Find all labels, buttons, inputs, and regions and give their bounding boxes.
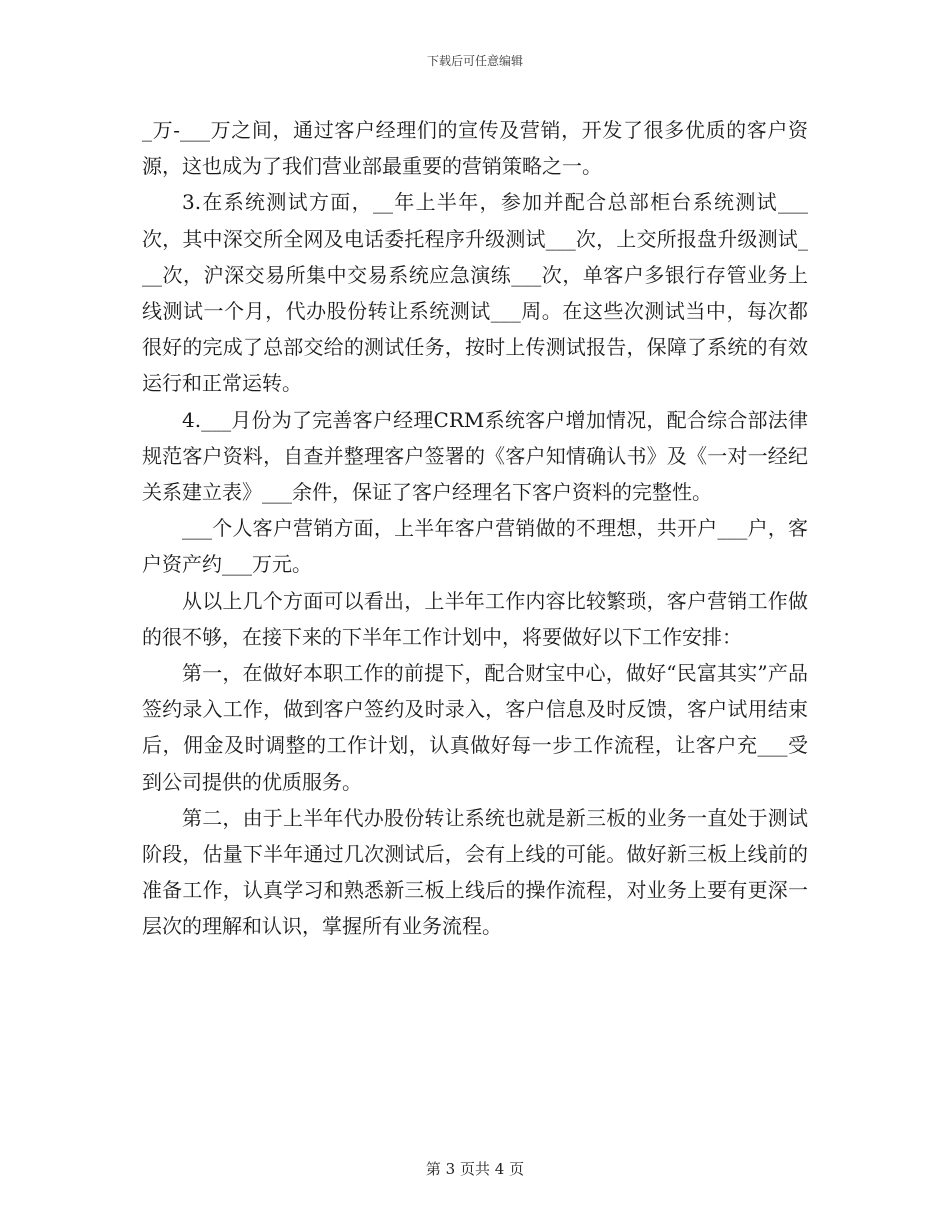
document-body (142, 112, 808, 945)
paragraph-crm-records: 4.___月份为了完善客户经理CRM系统客户增加情况，配合综合部法律规范客户资料，自查并整理客户签署的《客户知情确认书》及《一对一经纪关系建立表》___余件，保证了客户经理名下客户资料的完整性。 (142, 407, 808, 505)
paragraph-client-marketing: ___个人客户营销方面，上半年客户营销做的不理想，共开户___户，客户资产约___万元。 (142, 516, 808, 577)
page-header-note: 下载后可任意编辑 (426, 54, 523, 68)
paragraph-summary: 从以上几个方面可以看出，上半年工作内容比较繁琐，客户营销工作做的很不够，在接下来的下半年工作计划中，将要做好以下工作安排： (142, 588, 808, 649)
page-number: 第 3 页共 4 页 (425, 1160, 525, 1178)
paragraph-system-testing: 3.在系统测试方面，__年上半年，参加并配合总部柜台系统测试___次，其中深交所全网及电话委托程序升级测试___次，上交所报盘升级测试___次，沪深交易所集中交易系统应急演练___次，单客户多银行存管业务上线测试一个月，代办股份转让系统测试___周。在这些次测试当中，每次都很好的完成了总部交给的测试任务，按时上传测试报告，保障了系统的有效运行和正常运转。 (142, 190, 808, 396)
paragraph-continuation: _万-___万之间，通过客户经理们的宣传及营销，开发了很多优质的客户资源，这也成为了我们营业部最重要的营销策略之一。 (142, 118, 808, 179)
paragraph-plan-second: 第二，由于上半年代办股份转让系统也就是新三板的业务一直处于测试阶段，估量下半年通过几次测试后，会有上线的可能。做好新三板上线前的准备工作，认真学习和熟悉新三板上线后的操作流程，对业务上要有更深一层次的理解和认识，掌握所有业务流程。 (142, 805, 808, 939)
paragraph-plan-first: 第一，在做好本职工作的前提下，配合财宝中心，做好“民富其实”产品签约录入工作，做到客户签约及时录入，客户信息及时反馈，客户试用结束后，佣金及时调整的工作计划，认真做好每一步工作流程，让客户充___受到公司提供的优质服务。 (142, 661, 808, 794)
